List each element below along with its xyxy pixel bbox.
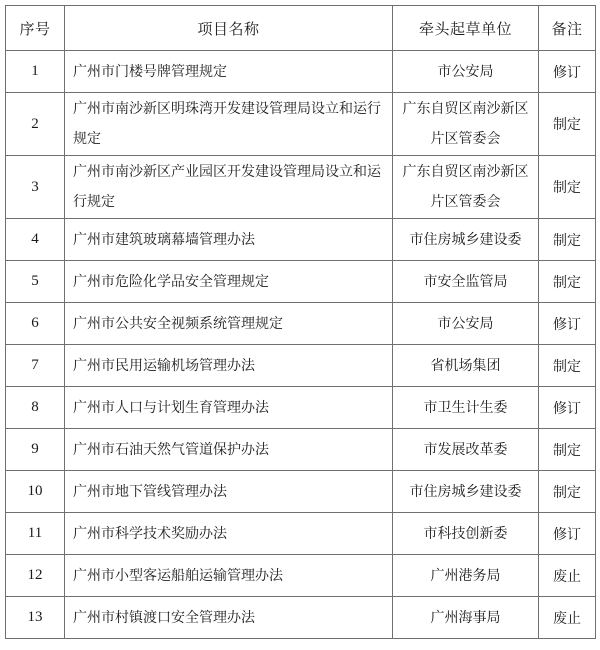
row-unit: 省机场集团 [393, 345, 539, 387]
row-note: 制定 [539, 93, 596, 156]
row-unit: 广东自贸区南沙新区片区管委会 [393, 156, 539, 219]
header-note: 备注 [539, 6, 596, 51]
row-unit: 市公安局 [393, 303, 539, 345]
row-no: 11 [6, 513, 65, 555]
row-name: 广州市小型客运船舶运输管理办法 [65, 555, 393, 597]
row-note: 废止 [539, 555, 596, 597]
row-no: 8 [6, 387, 65, 429]
table-row [6, 345, 596, 387]
row-note: 制定 [539, 156, 596, 219]
row-name: 广州市地下管线管理办法 [65, 471, 393, 513]
row-no: 6 [6, 303, 65, 345]
row-name: 广州市南沙新区明珠湾开发建设管理局设立和运行规定 [65, 93, 393, 156]
row-name: 广州市危险化学品安全管理规定 [65, 261, 393, 303]
header-name: 项目名称 [65, 6, 393, 51]
row-no: 4 [6, 219, 65, 261]
row-unit: 市卫生计生委 [393, 387, 539, 429]
header-unit: 牵头起草单位 [393, 6, 539, 51]
row-note: 修订 [539, 387, 596, 429]
row-name: 广州市石油天然气管道保护办法 [65, 429, 393, 471]
row-note: 修订 [539, 51, 596, 93]
row-unit: 市住房城乡建设委 [393, 471, 539, 513]
row-unit: 市公安局 [393, 51, 539, 93]
row-note: 制定 [539, 345, 596, 387]
row-no: 2 [6, 93, 65, 156]
row-no: 5 [6, 261, 65, 303]
row-unit: 广东自贸区南沙新区片区管委会 [393, 93, 539, 156]
row-note: 制定 [539, 261, 596, 303]
row-unit: 市科技创新委 [393, 513, 539, 555]
table-row [6, 219, 596, 261]
table-row [6, 471, 596, 513]
header-no: 序号 [6, 6, 65, 51]
row-name: 广州市村镇渡口安全管理办法 [65, 597, 393, 639]
table-row [6, 261, 596, 303]
row-name: 广州市民用运输机场管理办法 [65, 345, 393, 387]
row-note: 废止 [539, 597, 596, 639]
row-no: 12 [6, 555, 65, 597]
row-no: 1 [6, 51, 65, 93]
table-row [6, 303, 596, 345]
row-name: 广州市南沙新区产业园区开发建设管理局设立和运行规定 [65, 156, 393, 219]
row-note: 修订 [539, 513, 596, 555]
row-unit: 广州港务局 [393, 555, 539, 597]
row-note: 制定 [539, 219, 596, 261]
row-no: 10 [6, 471, 65, 513]
table-row [6, 51, 596, 93]
table-row [6, 555, 596, 597]
row-note: 制定 [539, 429, 596, 471]
document-page [5, 5, 596, 639]
row-note: 修订 [539, 303, 596, 345]
table-row [6, 93, 596, 156]
row-unit: 广州海事局 [393, 597, 539, 639]
regulation-table [5, 5, 596, 639]
row-name: 广州市人口与计划生育管理办法 [65, 387, 393, 429]
table-row [6, 597, 596, 639]
row-no: 13 [6, 597, 65, 639]
row-unit: 市安全监管局 [393, 261, 539, 303]
table-row [6, 513, 596, 555]
row-no: 3 [6, 156, 65, 219]
table-header-row [6, 6, 596, 51]
row-note: 制定 [539, 471, 596, 513]
table-row [6, 387, 596, 429]
row-no: 7 [6, 345, 65, 387]
row-name: 广州市建筑玻璃幕墙管理办法 [65, 219, 393, 261]
row-name: 广州市门楼号牌管理规定 [65, 51, 393, 93]
row-no: 9 [6, 429, 65, 471]
row-name: 广州市科学技术奖励办法 [65, 513, 393, 555]
row-name: 广州市公共安全视频系统管理规定 [65, 303, 393, 345]
row-unit: 市住房城乡建设委 [393, 219, 539, 261]
row-unit: 市发展改革委 [393, 429, 539, 471]
table-row [6, 429, 596, 471]
table-row [6, 156, 596, 219]
